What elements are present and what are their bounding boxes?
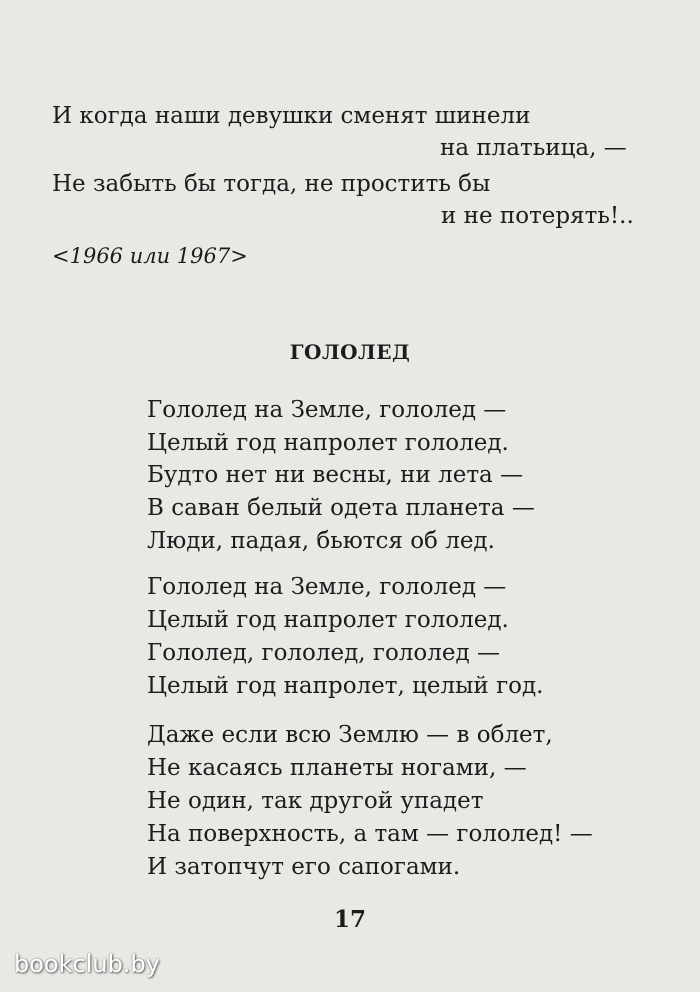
poem-line: Целый год напролет гололед.: [147, 607, 509, 633]
prev-poem-line: И когда наши девушки сменят шинели: [52, 103, 531, 129]
prev-poem-line: и не потерять!..: [441, 203, 634, 229]
poem-line: Не один, так другой упадет: [147, 788, 484, 814]
poem-line: Будто нет ни весны, ни лета —: [147, 462, 524, 488]
page-number: 17: [333, 906, 366, 933]
poem-line: И затопчут его сапогами.: [147, 854, 461, 880]
poem-line: Гололед на Земле, гололед —: [147, 574, 507, 600]
prev-poem-line: на платьица, —: [440, 135, 627, 161]
poem-date: <1966 или 1967>: [52, 244, 248, 268]
poem-line: В саван белый одета планета —: [147, 495, 535, 521]
poem-line: Не касаясь планеты ногами, —: [147, 755, 527, 781]
poem-line: Даже если всю Землю — в облет,: [147, 722, 553, 748]
poem-line: Целый год напролет гололед.: [147, 430, 509, 456]
poem-line: Гололед на Земле, гололед —: [147, 397, 507, 423]
watermark-text: bookclub.by: [14, 950, 160, 978]
poem-line: Целый год напролет, целый год.: [147, 673, 544, 699]
poem-line: Люди, падая, бьются об лед.: [147, 528, 495, 554]
prev-poem-line: Не забыть бы тогда, не простить бы: [52, 171, 491, 197]
poem-line: На поверхность, а там — гололед! —: [147, 821, 593, 847]
poem-line: Гололед, гололед, гололед —: [147, 640, 500, 666]
poem-title: ГОЛОЛЕД: [289, 340, 411, 364]
